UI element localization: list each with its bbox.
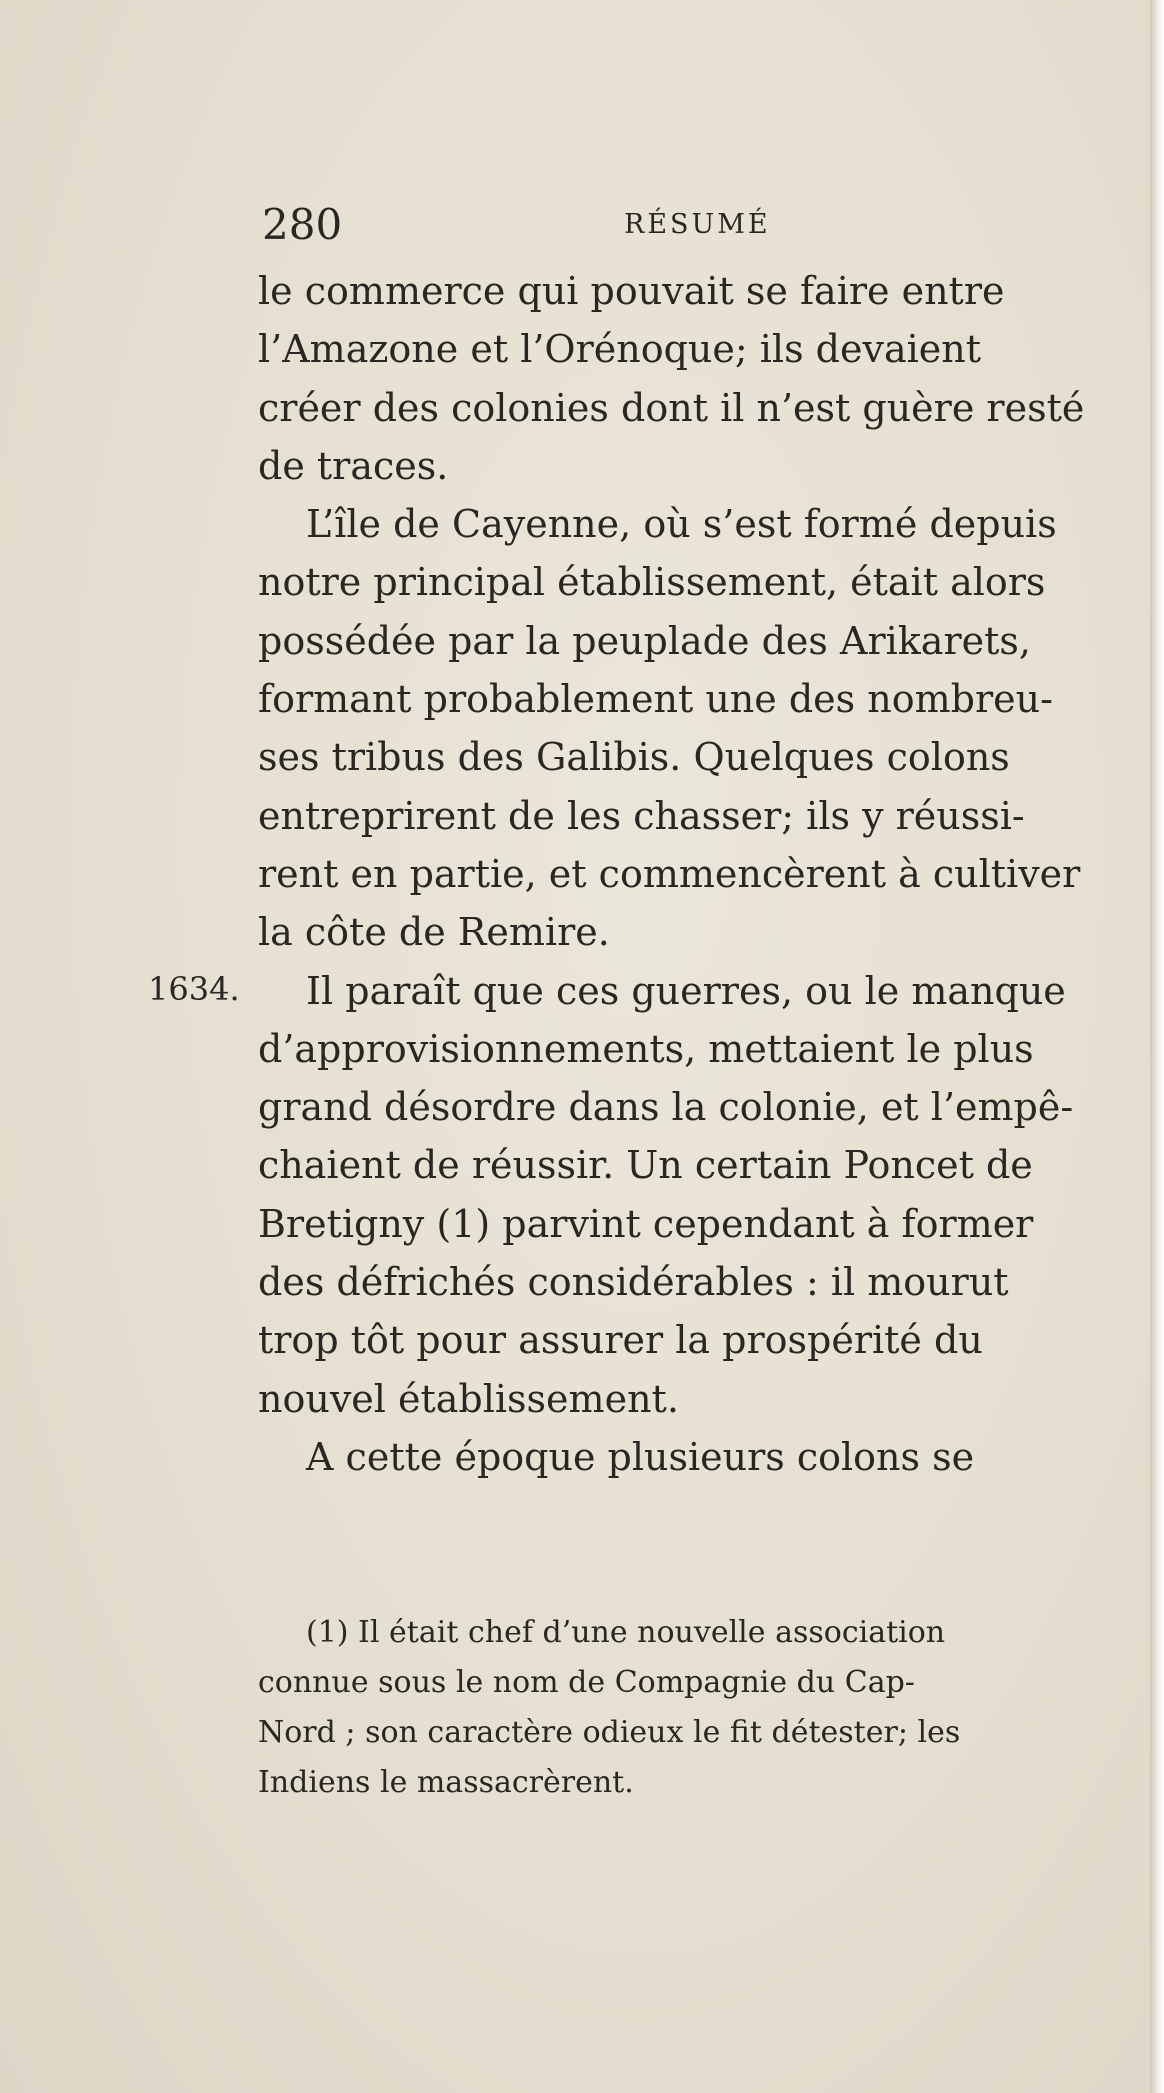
margin-date: 1634. [148,970,240,1008]
page-edge [1150,0,1164,2093]
footnote-line: Indiens le massacrèrent. [258,1765,634,1800]
body-line: le commerce qui pouvait se faire entre [258,269,1005,313]
body-line: A cette époque plusieurs colons se [306,1434,975,1479]
body-line: possédée par la peuplade des Arikarets, [258,618,1031,663]
body-line: entreprirent de les chasser; ils y réussi- [258,793,1025,838]
body-line: l’Amazone et l’Orénoque; ils devaient [258,327,981,372]
page-number: 280 [262,200,343,249]
body-line: grand désordre dans la colonie, et l’empê- [258,1085,1074,1130]
body-line: nouvel établissement. [258,1376,679,1421]
body-line: la côte de Remire. [258,910,610,955]
running-head: RÉSUMÉ [624,209,771,240]
body-line: créer des colonies dont il n’est guère resté [258,385,1085,430]
body-line: notre principal établissement, était alors [258,560,1046,605]
footnote [258,1608,1150,1808]
footnote-line: connue sous le nom de Compagnie du Cap- [258,1665,915,1700]
footnote-line: Nord ; son caractère odieux le fit détester; les [258,1715,961,1750]
body-line: des défrichés considérables : il mourut [258,1260,1009,1305]
body-line: Bretigny (1) parvint cependant à former [258,1201,1034,1246]
body-line: trop tôt pour assurer la prospérité du [258,1318,983,1363]
body-line: Il paraît que ces guerres, ou le manque [306,968,1066,1013]
body-line: de traces. [258,443,449,488]
footnote-line: (1) Il était chef d’une nouvelle association [306,1615,946,1650]
body-line: chaient de réussir. Un certain Poncet de [258,1143,1033,1188]
body-line: rent en partie, et commencèrent à cultiver [258,851,1081,896]
body-line: formant probablement une des nombreu- [258,677,1053,722]
body-text [258,262,1150,1486]
body-line: ses tribus des Galibis. Quelques colons [258,735,1010,780]
page-header [262,195,822,255]
body-line: d’approvisionnements, mettaient le plus [258,1026,1034,1071]
body-line: L’île de Cayenne, où s’est formé depuis [306,502,1057,547]
